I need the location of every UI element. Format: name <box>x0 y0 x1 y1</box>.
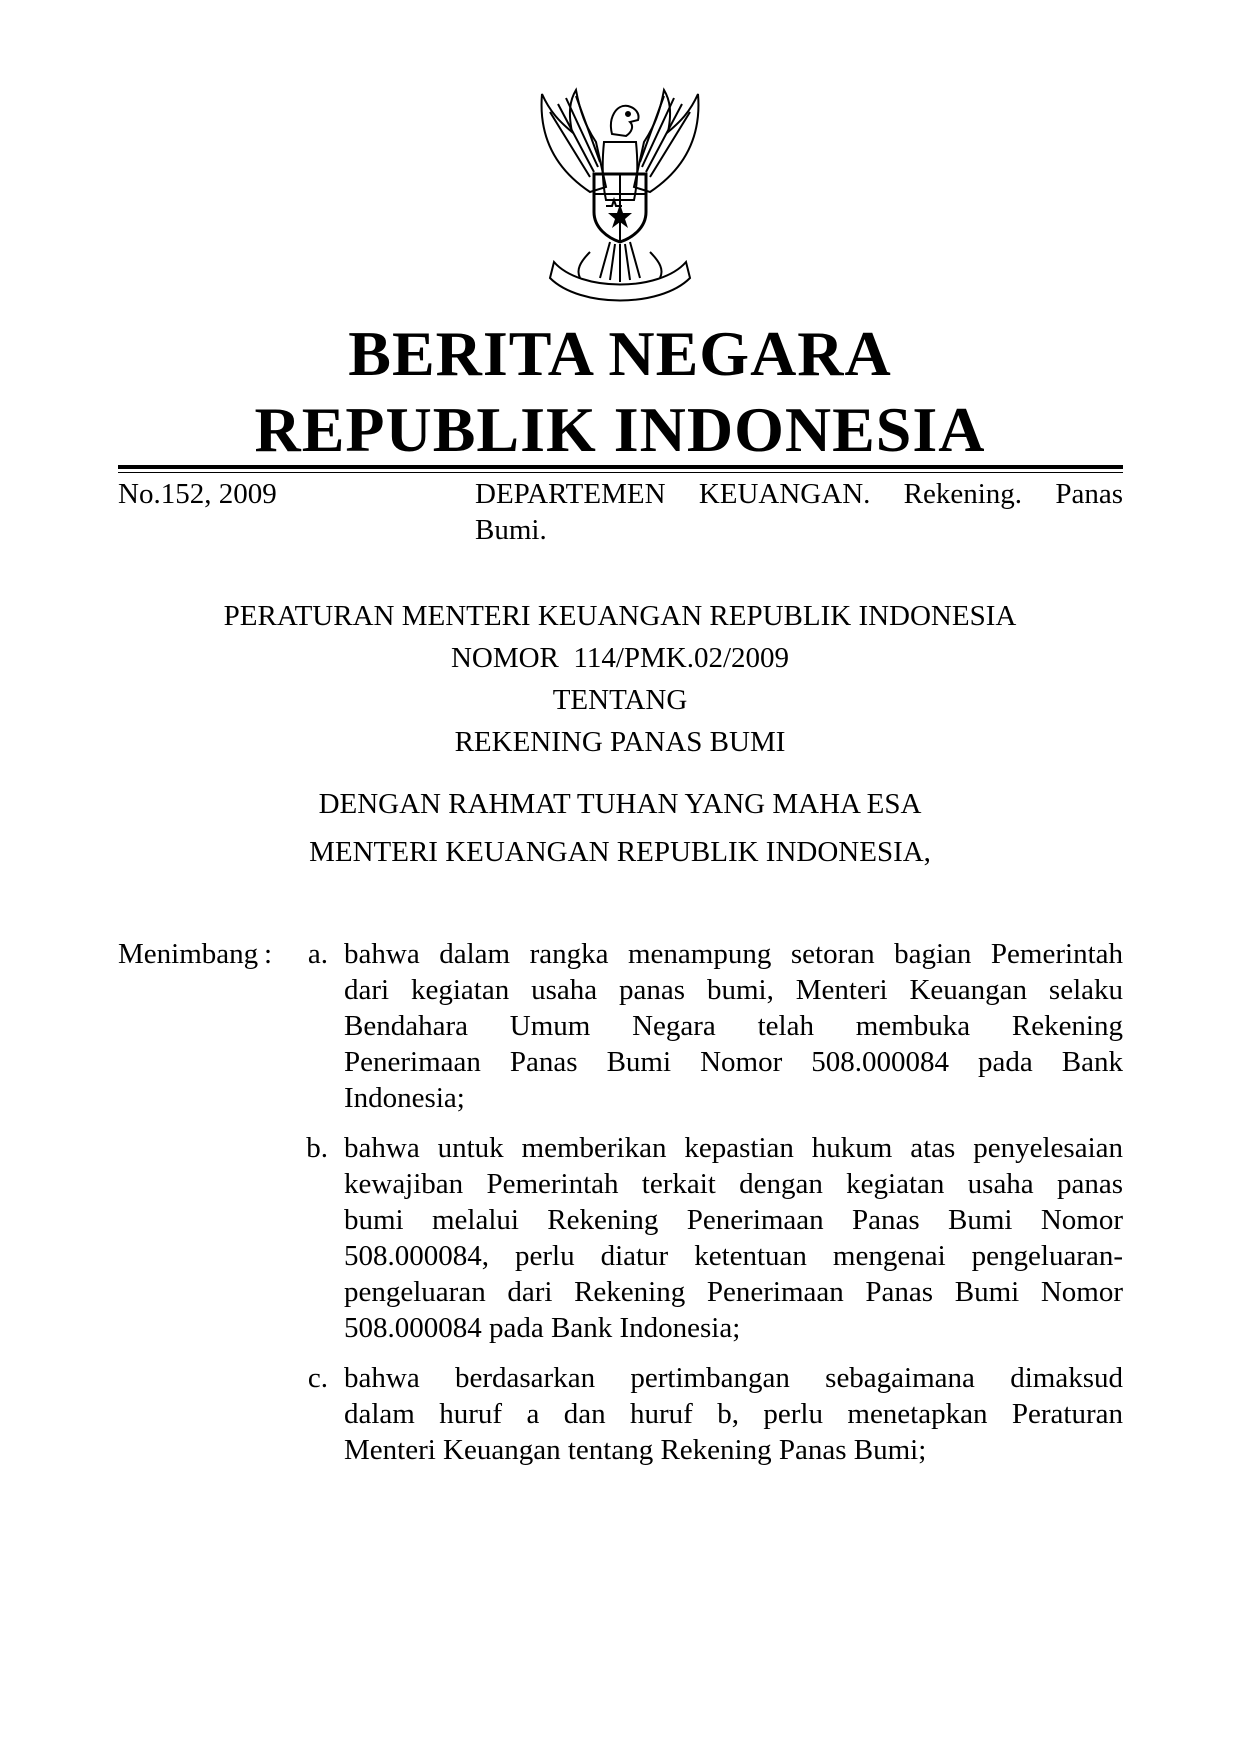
considerations-colon: : <box>264 938 273 970</box>
text-line: bahwa untuk memberikan kepastian hukum atas penyelesaian <box>344 1132 1123 1164</box>
consideration-c-text <box>344 1360 1123 1468</box>
text-line: bahwa dalam rangka menampung setoran bagian Pemerintah <box>344 938 1123 970</box>
header-divider-thin <box>118 472 1123 473</box>
regulation-title: PERATURAN MENTERI KEUANGAN REPUBLIK INDONESIA <box>223 600 1017 632</box>
text-line: Bendahara Umum Negara telah membuka Rekening <box>344 1010 1123 1042</box>
consideration-b-text <box>344 1130 1123 1346</box>
consideration-a-text <box>344 936 1123 1116</box>
gazette-subject-line2: Bumi. <box>475 514 547 546</box>
text-line: Menteri Keuangan tentang Rekening Panas Bumi; <box>344 1434 927 1466</box>
text-line: Indonesia; <box>344 1082 465 1114</box>
considerations-label: Menimbang <box>118 938 259 970</box>
regulation-number: NOMOR 114/PMK.02/2009 <box>450 642 790 674</box>
text-line: 508.000084 pada Bank Indonesia; <box>344 1312 741 1344</box>
text-line: kewajiban Pemerintah terkait dengan kegiatan usaha panas <box>344 1168 1123 1200</box>
gazette-subject <box>475 476 1123 548</box>
text-line: pengeluaran dari Rekening Penerimaan Panas Bumi Nomor <box>344 1276 1123 1308</box>
regulation-tentang: TENTANG <box>552 684 688 716</box>
text-line: bahwa berdasarkan pertimbangan sebagaimana dimaksud <box>344 1362 1123 1394</box>
invocation-line: DENGAN RAHMAT TUHAN YANG MAHA ESA <box>318 788 922 820</box>
consideration-a-letter: a. <box>307 938 328 970</box>
text-line: dalam huruf a dan huruf b, perlu menetapkan Peraturan <box>344 1398 1123 1430</box>
issuer-line: MENTERI KEUANGAN REPUBLIK INDONESIA, <box>309 836 931 868</box>
masthead-title-line1: BERITA NEGARA <box>348 318 892 389</box>
text-line: Penerimaan Panas Bumi Nomor 508.000084 pada Bank <box>344 1046 1123 1078</box>
gazette-number: No.152, 2009 <box>118 478 277 510</box>
consideration-c-letter: c. <box>307 1362 328 1394</box>
header-divider-thick <box>118 465 1123 469</box>
garuda-emblem-icon <box>520 82 720 302</box>
text-line: dari kegiatan usaha panas bumi, Menteri Keuangan selaku <box>344 974 1123 1006</box>
text-line: 508.000084, perlu diatur ketentuan mengenai pengeluaran- <box>344 1240 1123 1272</box>
masthead-title-line2: REPUBLIK INDONESIA <box>254 394 986 465</box>
consideration-b-letter: b. <box>306 1132 328 1164</box>
text-line: bumi melalui Rekening Penerimaan Panas Bumi Nomor <box>344 1204 1123 1236</box>
regulation-subject: REKENING PANAS BUMI <box>454 726 786 758</box>
gazette-subject-line1: DEPARTEMEN KEUANGAN. Rekening. Panas <box>475 478 1123 510</box>
